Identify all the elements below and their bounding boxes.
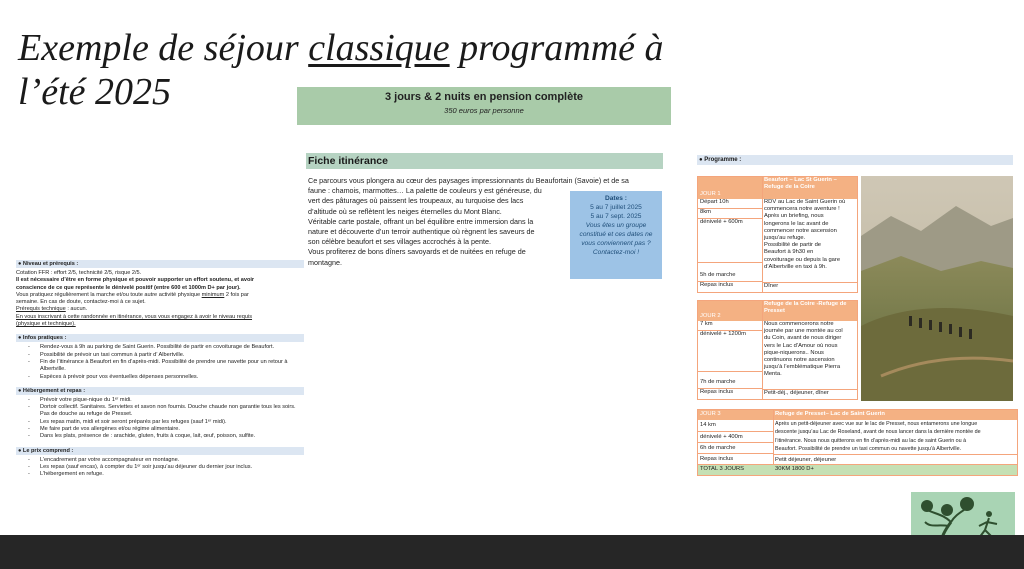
- fitness-warning-1: Il est nécessaire d’être en forme physique et pouvoir supporter un effort soutenu, et avoir: [16, 277, 255, 284]
- day-3-label: JOUR 3: [700, 411, 721, 417]
- day-2-desc-line: jusqu’à l’emblématique Pierra: [764, 364, 841, 371]
- niveau-heading: ● Niveau et prérequis :: [16, 260, 304, 268]
- list-item: - Dortoir collectif. Sanitaires. Serviettes et savon non fournis. Douche chaude non garantie tous les soirs. Pas de douche au refuge de Presset.: [40, 404, 304, 419]
- fiche-heading: Fiche itinérance: [306, 153, 663, 169]
- day-1-desc-line: Beaufort à 9h30 en: [764, 249, 814, 256]
- fiche-line: vert des pâturages où paissent les troupeaux, au turquoise des lacs: [308, 196, 524, 206]
- prereq-value: : aucun.: [65, 306, 88, 313]
- prix-heading: ● Le prix comprend :: [16, 447, 304, 455]
- day-2-row-3: Repas inclus: [700, 389, 734, 395]
- day-2-label-cell: [698, 301, 762, 321]
- title-underlined-word: classique: [308, 27, 450, 69]
- list-item: - L’hébergement en refuge.: [40, 471, 304, 478]
- list-item: - Espèces à prévoir pour vos éventuelles dépenses personnelles.: [40, 374, 304, 381]
- fiche-line: Véritable carte postale, offrant un bel équilibre entre immersion dans la: [308, 216, 534, 226]
- list-item: - Possibilité de prévoir un taxi commun à partir d’ Albertville.: [40, 352, 304, 359]
- fiche-line: Ce parcours vous plongera au cœur des paysages impressionnants du Beaufortain (Savoie) et de sa: [308, 176, 629, 185]
- dates-heading: Dates :: [605, 195, 627, 202]
- hebergement-heading: ● Hébergement et repas :: [16, 387, 304, 395]
- day-3-desc-line: Beaufort. Possibilité de prendre un taxi commun ou navette jusqu’à Albertville.: [775, 446, 962, 453]
- list-item: - Les repas matin, midi et soir seront préparés par les refuges (sauf 1ᵉʳ midi).: [40, 419, 304, 426]
- fiche-line: d’altitude où se reflètent les neiges éternelles du Mont Blanc.: [308, 206, 502, 216]
- day-3-row-0: 14 km: [698, 420, 773, 432]
- hebergement-list: [16, 397, 304, 441]
- banner-main-text: 3 jours & 2 nuits en pension complète: [384, 91, 584, 103]
- title-part-2: programmé à: [449, 27, 664, 69]
- day-1-label-cell: [698, 177, 762, 199]
- day-1-desc-line: longerons le lac avant de: [764, 220, 829, 227]
- day-3-title: Refuge de Presset– Lac de Saint Guerin: [773, 410, 1017, 420]
- day-2-title: Refuge de la Coire -Refuge de Presset: [762, 301, 857, 321]
- day-2-row-2: 7h de marche: [698, 372, 762, 389]
- day-1-desc-line: RDV au Lac de Saint Guerin où: [764, 199, 846, 205]
- title-part-1: Exemple de séjour: [18, 27, 309, 69]
- day-3-meal: Petit déjeuner, déjeuner: [773, 454, 1017, 465]
- fiche-line: son célèbre beaufort et ses villages accrochés à la pente.: [308, 237, 491, 247]
- day-2-row-0: 7 km: [698, 321, 762, 331]
- day-1-title: Beaufort – Lac St Guerin – Refuge de la Coire: [762, 177, 857, 199]
- group-msg-1: Vous êtes un groupe: [585, 222, 647, 229]
- day-1-meal: Dîner: [762, 282, 857, 292]
- fiche-line: montagne.: [308, 257, 342, 267]
- fiche-line: nature et découverte d’un terroir authentique où règnent les saveurs de: [308, 227, 535, 237]
- left-column: [16, 254, 304, 479]
- day-2-desc-line: du Coin, avant de nous diriger: [764, 335, 842, 342]
- prereq-label: Prérequis technique: [16, 306, 66, 313]
- group-msg-3: vous conviennent pas ?: [581, 240, 651, 247]
- day-3-row-3: Repas inclus: [698, 454, 773, 465]
- practice-text-a: Vous pratiquez régulièrement la marche et/ou toute autre activité physique: [16, 291, 202, 298]
- fitness-warning-2: conscience de ce que représente le dénivelé positif (entre 600 et 1000m D+ par jour).: [16, 284, 241, 291]
- day-1-desc-line: covoiturage ou depuis la gare: [764, 256, 841, 263]
- cotation-text: Cotation FFR : effort 2/5, technicité 2/5, risque 2/5.: [16, 270, 142, 276]
- list-item: - Les repas (sauf encas), à compter du 1ᵉʳ soir jusqu’au déjeuner du dernier jour inclus.: [40, 464, 304, 471]
- title-line-2: l’été 2025: [18, 71, 172, 113]
- day-2-meal: Petit-déj., déjeuner, dîner: [762, 389, 857, 399]
- fiche-line: faune : chamois, marmottes… La palette de couleurs y est généreuse, du: [308, 186, 542, 196]
- practice-text-underlined: minimum: [201, 291, 225, 298]
- day-1-row-2: dénivelé + 600m: [698, 219, 762, 263]
- day-2-desc-line: continuons notre ascension: [764, 357, 835, 364]
- day-3-desc-line: l’itinérance. Nous nous quitterons en fin d’après-midi au lac de saint Guerin ou à: [775, 437, 967, 444]
- day-2-desc-line: journée par une montée au col: [764, 328, 843, 335]
- day-3-row-2: 6h de marche: [698, 443, 773, 454]
- prix-list: [16, 457, 304, 479]
- list-item: - Prévoir votre pique-nique du 1ᵉʳ midi.: [40, 397, 304, 404]
- day-1-desc-line: Après un briefing, nous: [764, 213, 824, 220]
- prereq-text: [16, 306, 304, 313]
- list-item: - L’encadrement par votre accompagnateur en montagne.: [40, 457, 304, 464]
- day-3-row-1: dénivelé + 400m: [698, 432, 773, 443]
- practice-text-b: 2 fois par: [224, 291, 249, 298]
- day-1-desc-line: d’Albertville en taxi à 9h.: [764, 263, 827, 270]
- list-item: - Rendez-vous à 9h au parking de Saint Guerin. Possibilité de partir en covoiturage de Beaufort.: [40, 344, 304, 351]
- day-2-table: [697, 300, 858, 400]
- group-msg-2: constitué et ces dates ne: [579, 231, 653, 238]
- footer-bar: [0, 535, 1024, 569]
- day-1-row-1: 8km: [698, 209, 762, 219]
- day-2-description: [762, 321, 857, 379]
- list-item: - Me faire part de vos allergènes et/ou régime alimentaire.: [40, 426, 304, 433]
- day-1-desc-line: Possibilité de partir de: [764, 242, 822, 249]
- hikers-photo: [861, 176, 1013, 401]
- banner-price: 350 euros par personne: [444, 106, 524, 115]
- day-1-label: JOUR 1: [700, 190, 721, 197]
- day-3-total: 30KM 1800 D+: [773, 465, 1017, 475]
- day-2-desc-line: Nous commencerons notre: [764, 321, 834, 327]
- day-2-desc-line: vers le Lac d’Amour où nous: [764, 342, 838, 349]
- day-1-row-3: 5h de marche: [698, 263, 762, 282]
- hikers-photo-illustration: [861, 176, 1013, 401]
- day-1-desc-line: commencera notre aventure !: [764, 206, 840, 213]
- date-1: 5 au 7 juillet 2025: [590, 204, 642, 211]
- practice-text-c: semaine. En cas de doute, contactez-moi à ce sujet.: [16, 299, 146, 306]
- day-1-row-4: Repas inclus: [700, 282, 734, 288]
- day-1-description: [762, 199, 857, 271]
- day-1-table: [697, 176, 858, 293]
- day-2-label: JOUR 2: [700, 312, 721, 319]
- day-3-desc-line: descente jusqu’au Lac de Roseland, avant de nous lancer dans la dernière montée de: [775, 429, 981, 436]
- infos-list: [16, 344, 304, 380]
- day-3-row-4: TOTAL 3 JOURS: [698, 465, 773, 475]
- infos-heading: ● Infos pratiques :: [16, 334, 304, 342]
- engagement-2: (physique et technique).: [16, 321, 76, 328]
- day-2-desc-line: Menta.: [764, 371, 782, 378]
- fiche-line: Vous profiterez de bons dîners savoyards et de nuitées en refuge de: [308, 247, 526, 257]
- trip-banner: [297, 87, 671, 125]
- list-item: - Dans les plats, présence de : arachide, gluten, fruits à coque, lait, œuf, poisson, sulfite.: [40, 433, 304, 440]
- date-2: 5 au 7 sept. 2025: [590, 213, 642, 220]
- day-3-desc-line: Après un petit-déjeuner avec vue sur le lac de Presset, nous entamerons une longue: [775, 421, 978, 427]
- day-3-label-cell: [698, 410, 773, 420]
- day-2-row-1: dénivelé + 1200m: [698, 331, 762, 372]
- day-1-desc-line: jusqu’au refuge.: [764, 235, 806, 242]
- contact-msg: Contactez-moi !: [592, 249, 640, 256]
- day-2-desc-line: pique-niquerons.. Nous: [764, 349, 824, 356]
- banner-cropped-line: [297, 87, 671, 89]
- engagement-1: En vous inscrivant à cette randonnée en itinérance, vous vous engagez à avoir le niveau requis: [16, 313, 253, 320]
- dates-box: [570, 191, 662, 279]
- programme-heading: ● Programme :: [697, 155, 1013, 165]
- practice-text: [16, 292, 304, 299]
- day-1-desc-line: commencer notre ascension: [764, 227, 837, 234]
- day-3-table: [697, 409, 1018, 476]
- day-1-row-0: Départ 10h: [698, 199, 762, 209]
- list-item: - Fin de l’itinérance à Beaufort en fin d’après-midi. Possibilité de prendre une navette pour un retour à Albertville.: [40, 359, 304, 374]
- day-3-description: [773, 420, 1017, 454]
